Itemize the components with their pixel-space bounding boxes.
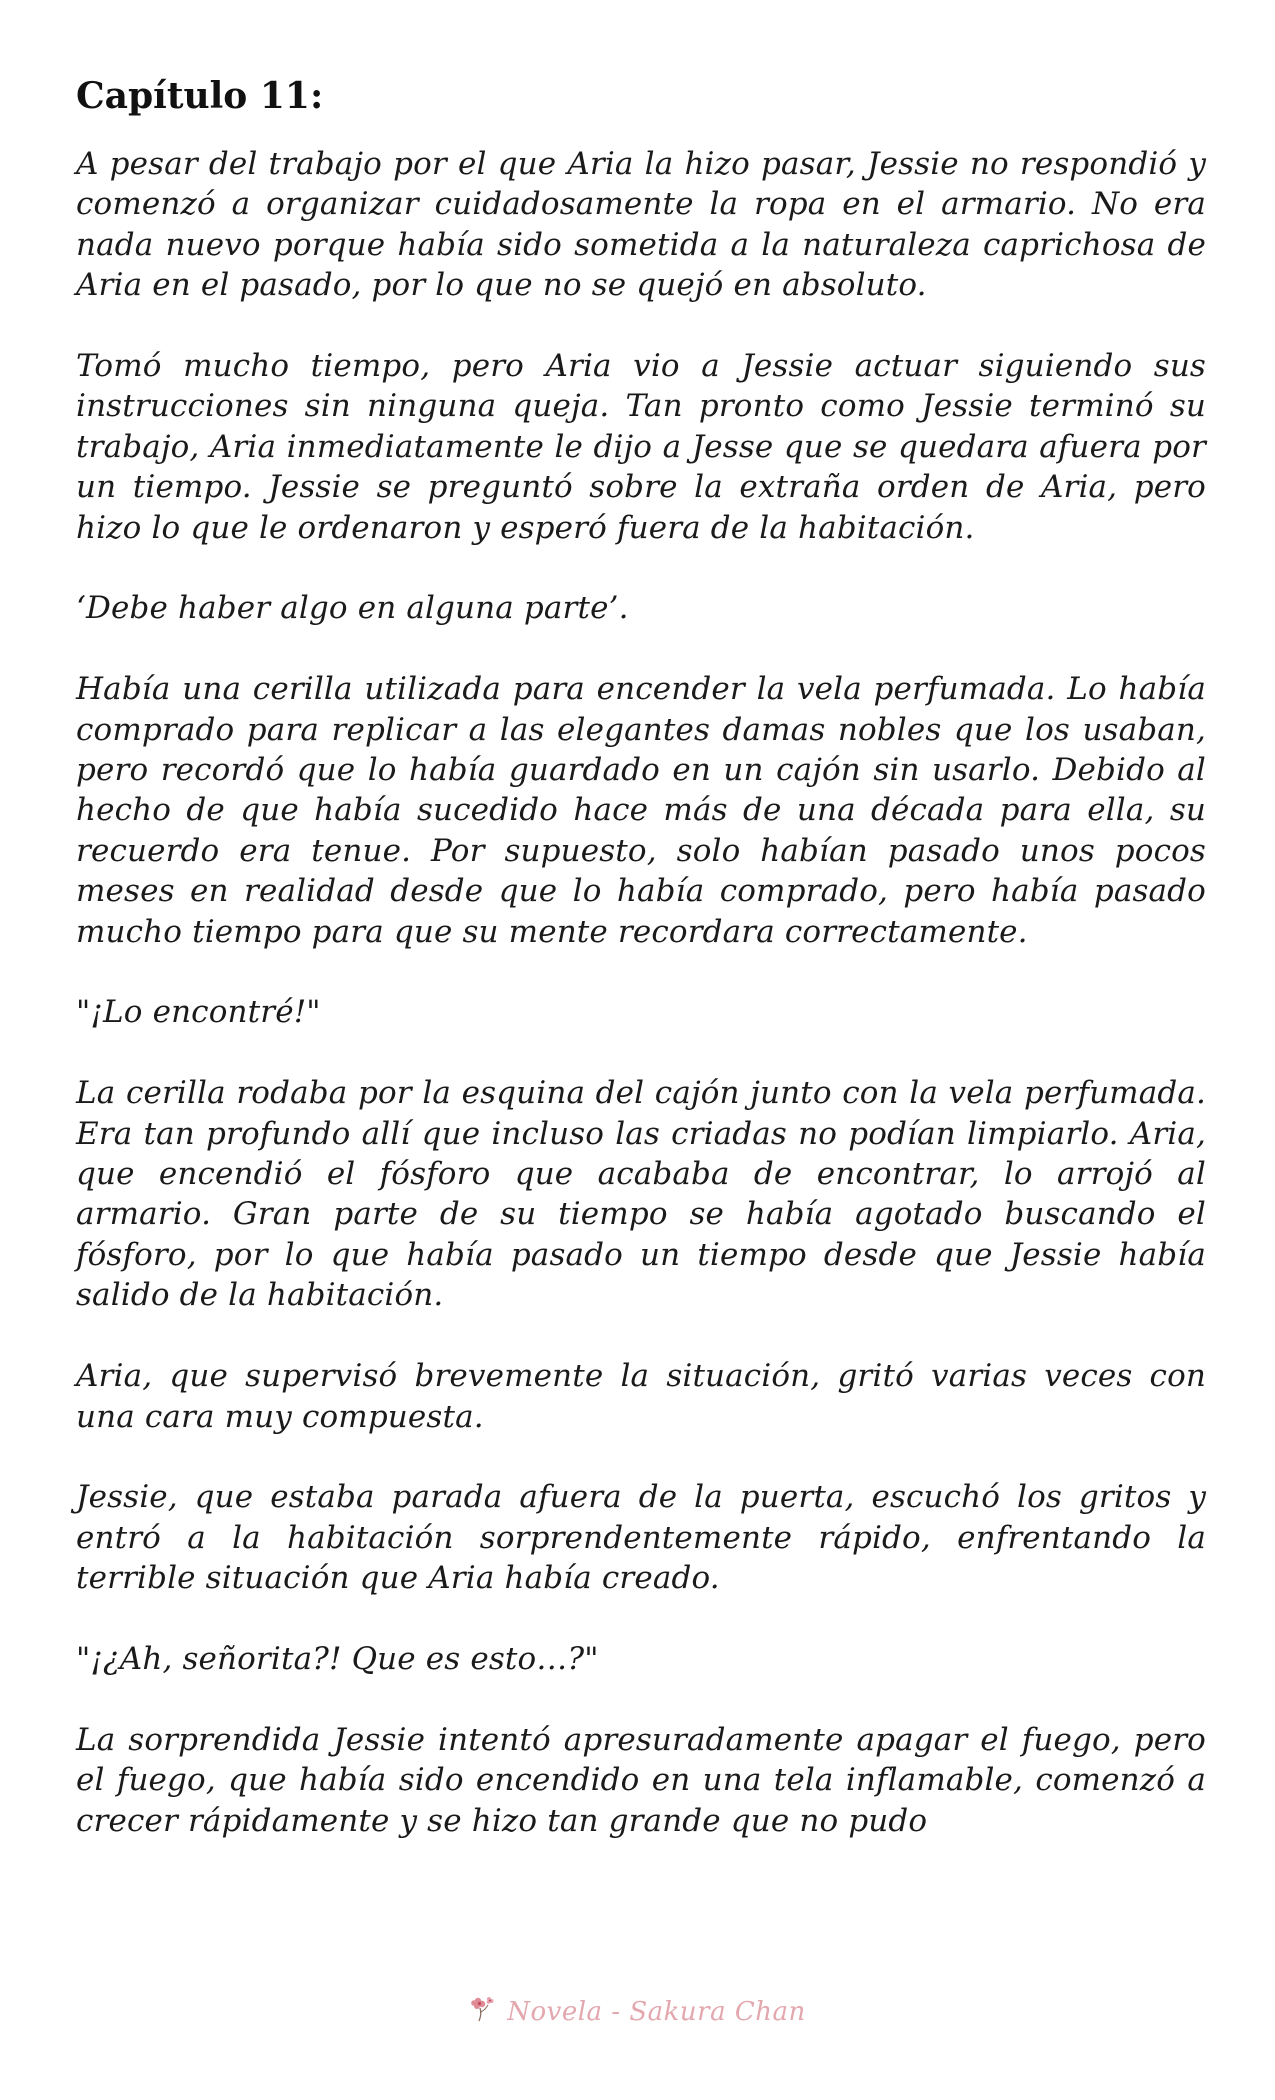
paragraph: Había una cerilla utilizada para encender la vela perfumada. Lo había comprado para replicar a las elegantes damas nobles que los usaban, pero recordó que lo había guardado en un cajón sin usarlo. Debido al hecho de que había sucedido hace más de una década para ella, su recuerdo era tenue. Por supuesto, solo habían pasado unos pocos meses en realidad desde que lo había comprado, pero había pasado mucho tiempo para que su mente recordara correctamente. <box>76 671 1206 950</box>
dialogue-line: "¡¿Ah, señorita?! Que es esto…?" <box>76 1640 599 1677</box>
chapter-page <box>76 72 1206 1881</box>
paragraph: Tomó mucho tiempo, pero Aria vio a Jessie actuar siguiendo sus instrucciones sin ninguna queja. Tan pronto como Jessie terminó su trabajo, Aria inmediatamente le dijo a Jesse que se quedara afuera por un tiempo. Jessie se preguntó sobre la extraña orden de Aria, pero hizo lo que le ordenaron y esperó fuera de la habitación. <box>76 348 1206 546</box>
paragraph: Jessie, que estaba parada afuera de la puerta, escuchó los gritos y entró a la habitación sorprendentemente rápido, enfrentando la terrible situación que Aria había creado. <box>76 1479 1206 1597</box>
dialogue-line: "¡Lo encontré!" <box>76 994 321 1031</box>
thought-line: ‘Debe haber algo en alguna parte’. <box>76 590 629 627</box>
paragraph: Aria, que supervisó brevemente la situación, gritó varias veces con una cara muy compuesta. <box>76 1358 1206 1435</box>
watermark <box>0 1994 1275 2029</box>
paragraph: A pesar del trabajo por el que Aria la hizo pasar, Jessie no respondió y comenzó a organizar cuidadosamente la ropa en el armario. No era nada nuevo porque había sido sometida a la naturaleza caprichosa de Aria en el pasado, por lo que no se quejó en absoluto. <box>76 146 1206 304</box>
paragraph: La sorprendida Jessie intentó apresuradamente apagar el fuego, pero el fuego, que había sido encendido en una tela inflamable, comenzó a crecer rápidamente y se hizo tan grande que no pudo <box>76 1721 1206 1839</box>
chapter-title: Capítulo 11: <box>76 75 324 117</box>
paragraph: La cerilla rodaba por la esquina del cajón junto con la vela perfumada. Era tan profundo allí que incluso las criadas no podían limpiarlo. Aria, que encendió el fósforo que acababa de encontrar, lo arrojó al armario. Gran parte de su tiempo se había agotado buscando el fósforo, por lo que había pasado un tiempo desde que Jessie había salido de la habitación. <box>76 1075 1206 1314</box>
watermark-text: Novela - Sakura Chan <box>507 1996 806 2027</box>
sakura-blossom-icon <box>469 1994 499 2029</box>
